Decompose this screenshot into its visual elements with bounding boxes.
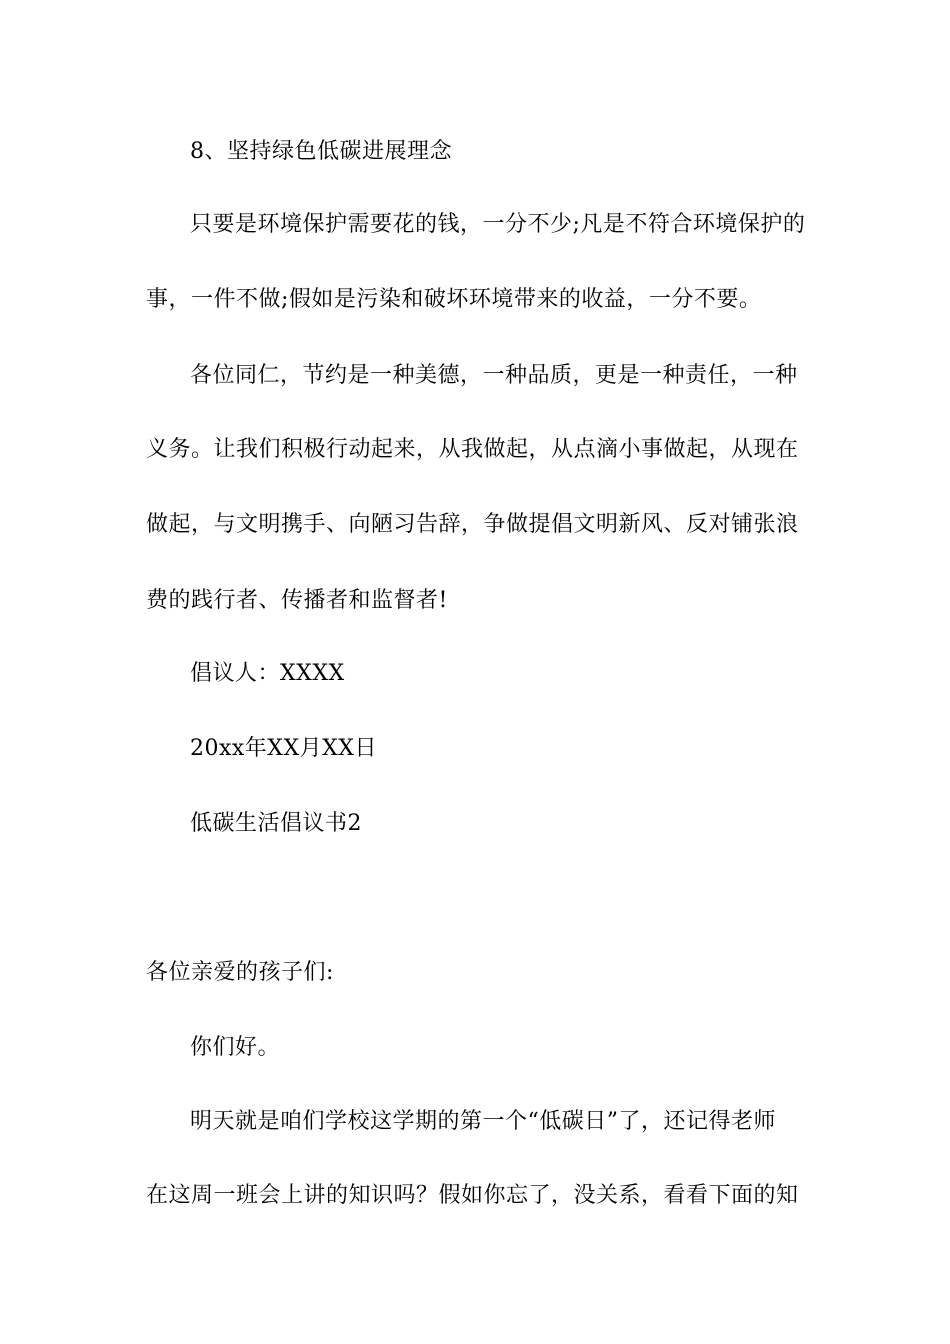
paragraph-line: 明天就是咱们学校这学期的第一个“低碳日”了，还记得老师 <box>190 1109 776 1134</box>
initiator-line: 倡议人：XXXX <box>190 661 345 686</box>
section-heading: 8、坚持绿色低碳进展理念 <box>190 139 452 164</box>
greeting: 你们好。 <box>190 1035 281 1060</box>
paragraph-line: 只要是环境保护需要花的钱，一分不少;凡是不符合环境保护的 <box>190 212 806 237</box>
paragraph-line: 事，一件不做;假如是污染和破坏环境带来的收益，一分不要。 <box>146 287 762 312</box>
paragraph-line: 在这周一班会上讲的知识吗？假如你忘了，没关系，看看下面的知 <box>146 1183 799 1208</box>
paragraph-line: 做起，与文明携手、向陋习告辞，争做提倡文明新风、反对铺张浪 <box>146 512 799 537</box>
paragraph-line: 费的践行者、传播者和监督者! <box>146 588 448 613</box>
date-line: 20xx年XX月XX日 <box>190 736 377 761</box>
paragraph-line: 各位同仁，节约是一种美德，一种品质，更是一种责任，一种 <box>190 363 798 388</box>
salutation: 各位亲爱的孩子们: <box>146 960 334 985</box>
document-title: 低碳生活倡议书2 <box>190 811 362 836</box>
paragraph-line: 义务。让我们积极行动起来，从我做起，从点滴小事做起，从现在 <box>146 437 799 462</box>
